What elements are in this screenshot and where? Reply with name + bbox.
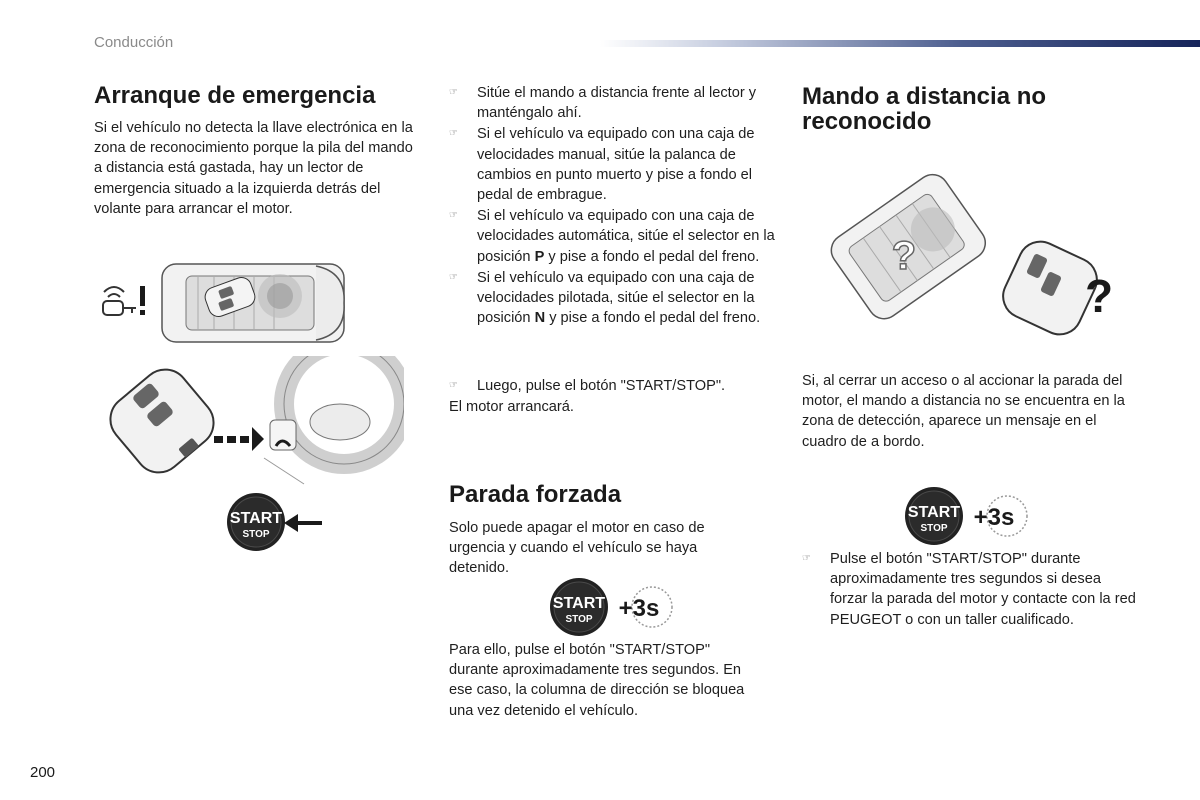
key-to-reader-illustration [104,356,404,486]
pointing-hand-icon: ☞ [449,380,458,391]
engine-starts-text: El motor arrancará. [449,399,574,415]
timer-label: +3s [973,504,1015,531]
arrow-right-icon [214,427,264,451]
start-label: START [229,510,283,527]
car-top-view [162,264,344,342]
pointing-hand-icon: ☞ [449,128,458,140]
stop-label: STOP [920,523,948,534]
emergency-start-text: Si el vehículo no detecta la llave electrónica en la zona de reconocimiento porque la pila del mando a distancia está gastada, hay un lector de emergencia situado a la izquierda detrás del volante para arrancar el motor. [94,120,413,217]
timer-label: +3s [618,595,660,622]
start-stop-button [550,578,608,636]
pointing-hand-icon: ☞ [449,87,458,98]
final-step-list [449,376,779,397]
page-number: 200 [30,764,56,781]
header-bar [600,40,1200,47]
card-reader-icon [103,286,145,315]
question-mark-icon: ? [891,234,917,278]
list-item: ☞ Si el vehículo va equipado con una caja de velocidades manual, sitúe la palanca de cambios en punto muerto y pise a fondo el pedal de embrague. [449,126,755,204]
timer-3s-icon [619,587,672,627]
remote-not-recognized-title: Mando a distancia no reconocido [802,83,1047,135]
start-label: START [552,595,606,612]
key-fob-icon [104,360,223,482]
remote-not-recognized-text: Si, al cerrar un acceso o al accionar la parada del motor, el mando a distancia no se encuentra en la zona de detección, aparece un mensaje en el cuadro de a bordo. [802,373,1125,450]
list-item: ☞ Luego, pulse el botón "START/STOP". [449,376,779,396]
timer-3s-icon [974,496,1027,536]
car-reader-illustration [94,252,354,348]
forced-stop-text-2: Para ello, pulse el botón "START/STOP" durante aproximadamente tres segundos. En ese caso, la columna de dirección se bloquea una vez detenido el vehículo. [449,642,745,719]
pointing-hand-icon: ☞ [449,210,458,222]
list-item: ☞ Si el vehículo va equipado con una caja de velocidades pilotada, sitúe el selector en la posición N y pise a fondo el pedal del freno. [449,269,761,327]
start-stop-3s-illustration [549,577,675,637]
emergency-start-title: Arranque de emergencia [94,82,376,109]
stop-label: STOP [565,614,593,625]
start-stop-button [227,493,285,551]
arrow-left-icon [284,514,322,532]
start-stop-press-illustration [226,492,326,552]
start-stop-3s-illustration [904,486,1030,546]
remote-instructions-list [802,549,1137,631]
list-item: ☞ Pulse el botón "START/STOP" durante aproximadamente tres segundos si desea forzar la parada del motor y contacte con la red PEUGEOT o con un taller cualificado. [802,551,1136,628]
section-label: Conducción [94,34,174,51]
start-stop-button [905,487,963,545]
list-item: ☞ Si el vehículo va equipado con una caja de velocidades automática, sitúe el selector en la posición P y pise a fondo el pedal del freno. [449,208,775,265]
stop-label: STOP [242,529,270,540]
steering-wheel-icon [264,356,404,484]
start-label: START [907,504,961,521]
remote-not-recognized-illustration [812,155,1122,350]
forced-stop-text: Solo puede apagar el motor en caso de urgencia y cuando el vehículo se haya detenido. [449,520,705,577]
pointing-hand-icon: ☞ [802,553,811,564]
question-mark-icon: ? [1084,270,1114,322]
pointing-hand-icon: ☞ [449,271,458,283]
list-item: ☞ Sitúe el mando a distancia frente al lector y manténgalo ahí. [449,85,757,122]
procedure-list [449,83,779,329]
forced-stop-title: Parada forzada [449,481,622,508]
